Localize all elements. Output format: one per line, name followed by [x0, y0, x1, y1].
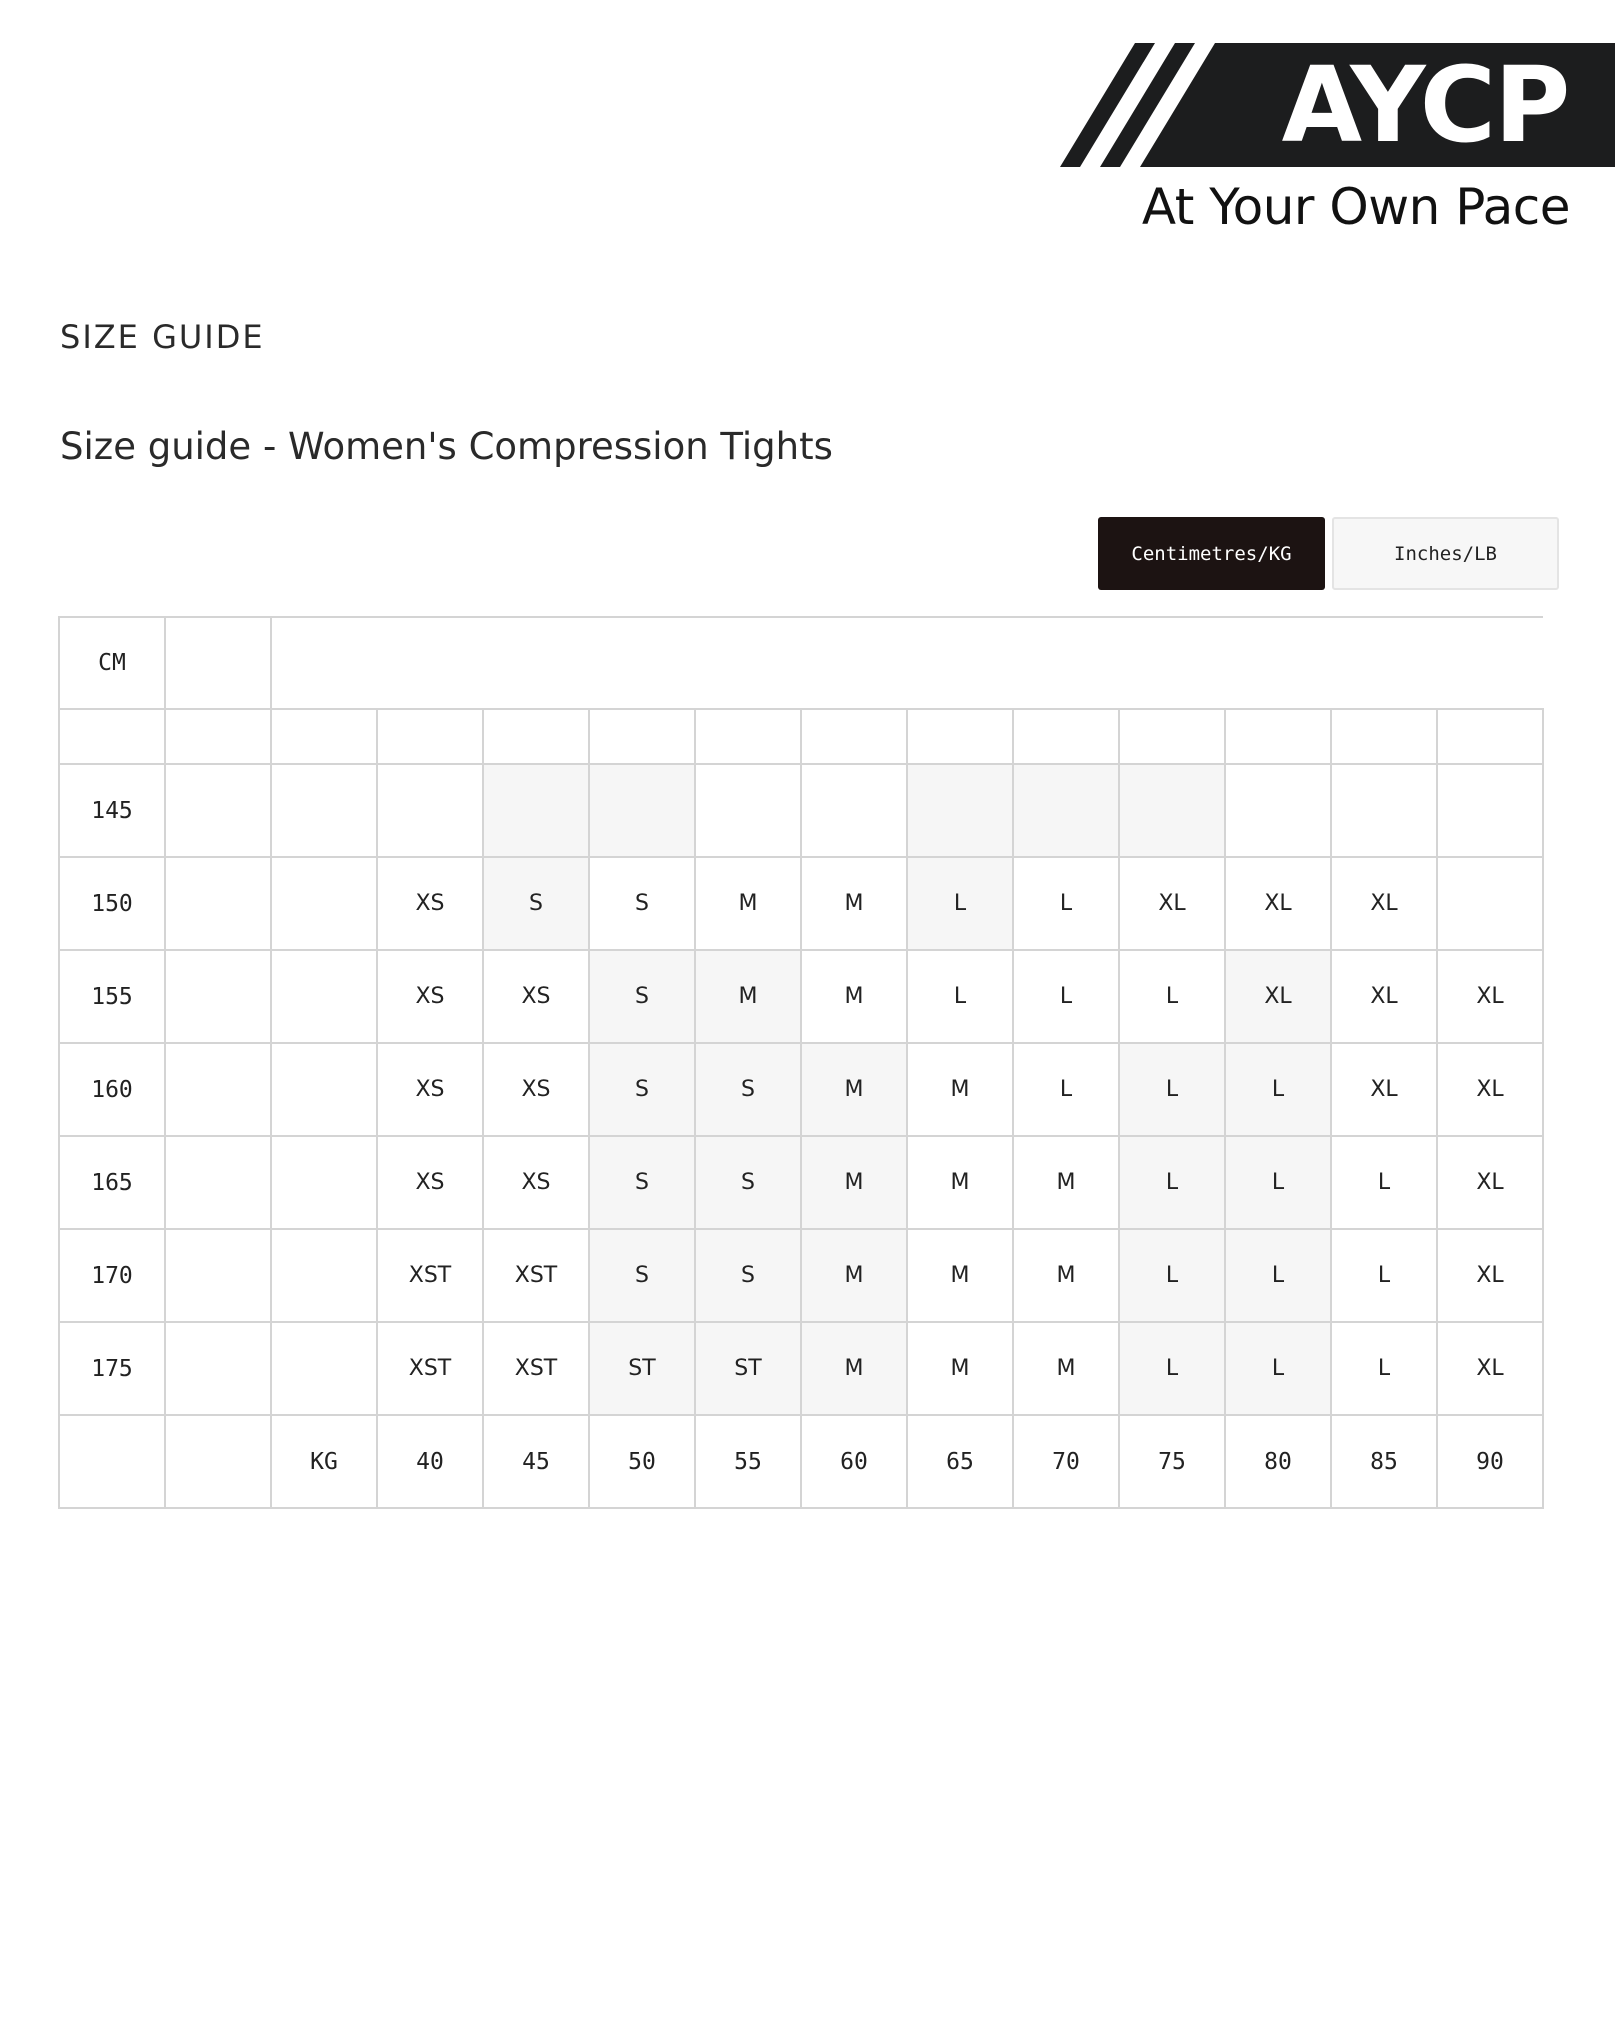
table-cell	[165, 857, 271, 950]
weight-cell: 85	[1331, 1415, 1437, 1508]
table-row	[59, 1136, 1543, 1229]
table-cell	[165, 764, 271, 857]
table-cell	[907, 709, 1013, 764]
table-row	[59, 764, 1543, 857]
size-chart-table	[58, 616, 1544, 1509]
size-cell: M	[801, 857, 907, 950]
size-cell: XST	[377, 1322, 483, 1415]
size-cell	[1437, 857, 1543, 950]
height-cell: 165	[59, 1136, 165, 1229]
size-cell: M	[801, 1136, 907, 1229]
table-cell	[271, 1322, 377, 1415]
size-cell	[589, 764, 695, 857]
size-cell: M	[907, 1229, 1013, 1322]
table-cell	[1013, 709, 1119, 764]
size-cell: XST	[483, 1229, 589, 1322]
size-cell: XS	[377, 1136, 483, 1229]
size-cell: S	[483, 857, 589, 950]
weight-cell: 40	[377, 1415, 483, 1508]
section-heading: SIZE GUIDE	[60, 318, 265, 356]
size-cell: XST	[483, 1322, 589, 1415]
logo-wordmark: AYCP	[1281, 44, 1569, 166]
weight-unit-label: KG	[271, 1415, 377, 1508]
size-cell: S	[695, 1136, 801, 1229]
size-cell: M	[801, 1322, 907, 1415]
size-cell: M	[801, 950, 907, 1043]
unit-toggle	[1098, 517, 1559, 590]
size-cell: XL	[1437, 1043, 1543, 1136]
table-cell	[1331, 709, 1437, 764]
table-header-cell	[165, 617, 271, 709]
height-cell: 150	[59, 857, 165, 950]
size-cell: L	[1225, 1229, 1331, 1322]
table-row	[59, 950, 1543, 1043]
size-cell: ST	[589, 1322, 695, 1415]
height-cell: 155	[59, 950, 165, 1043]
height-cell: 160	[59, 1043, 165, 1136]
size-cell: L	[1225, 1322, 1331, 1415]
size-cell	[907, 764, 1013, 857]
size-cell: L	[1225, 1136, 1331, 1229]
size-cell	[1437, 764, 1543, 857]
size-cell	[1013, 764, 1119, 857]
size-cell: XS	[377, 1043, 483, 1136]
size-cell	[1331, 764, 1437, 857]
size-cell: L	[1331, 1229, 1437, 1322]
size-cell: ST	[695, 1322, 801, 1415]
height-cell: 175	[59, 1322, 165, 1415]
table-row	[59, 1322, 1543, 1415]
size-cell: M	[1013, 1229, 1119, 1322]
table-cell	[589, 709, 695, 764]
size-cell: L	[1119, 1043, 1225, 1136]
weight-cell: 45	[483, 1415, 589, 1508]
height-unit-header: CM	[59, 617, 165, 709]
size-cell	[695, 764, 801, 857]
table-cell	[165, 1043, 271, 1136]
size-cell: XS	[377, 950, 483, 1043]
size-cell: XL	[1437, 1322, 1543, 1415]
size-cell: L	[907, 950, 1013, 1043]
size-cell: L	[1119, 1229, 1225, 1322]
weight-cell: 65	[907, 1415, 1013, 1508]
height-cell: 170	[59, 1229, 165, 1322]
size-cell: M	[907, 1136, 1013, 1229]
size-cell: S	[589, 1136, 695, 1229]
table-cell	[483, 709, 589, 764]
table-row	[59, 1043, 1543, 1136]
table-cell	[271, 1043, 377, 1136]
size-cell: M	[801, 1229, 907, 1322]
size-cell: S	[589, 1229, 695, 1322]
table-row	[59, 1229, 1543, 1322]
table-cell	[271, 1136, 377, 1229]
size-cell: L	[1225, 1043, 1331, 1136]
table-header-row	[59, 617, 1543, 709]
table-cell	[271, 857, 377, 950]
table-cell	[271, 1229, 377, 1322]
size-cell	[1225, 764, 1331, 857]
table-cell	[165, 709, 271, 764]
size-cell: M	[1013, 1322, 1119, 1415]
brand-tagline: At Your Own Pace	[1141, 178, 1570, 236]
table-cell	[1119, 709, 1225, 764]
weight-cell: 75	[1119, 1415, 1225, 1508]
size-cell: XL	[1437, 1229, 1543, 1322]
table-cell	[165, 1136, 271, 1229]
size-cell: XL	[1119, 857, 1225, 950]
size-cell: L	[1013, 1043, 1119, 1136]
page-title: Size guide - Women's Compression Tights	[60, 425, 833, 468]
table-cell	[165, 1322, 271, 1415]
table-cell	[1437, 709, 1543, 764]
size-cell: XL	[1331, 857, 1437, 950]
size-cell: L	[1013, 857, 1119, 950]
size-cell: L	[1119, 950, 1225, 1043]
table-cell	[59, 709, 165, 764]
size-cell: S	[589, 1043, 695, 1136]
size-cell: M	[695, 857, 801, 950]
size-cell: L	[1119, 1322, 1225, 1415]
size-cell: L	[1331, 1136, 1437, 1229]
size-cell: S	[589, 950, 695, 1043]
size-cell: M	[695, 950, 801, 1043]
table-cell	[165, 1415, 271, 1508]
weight-cell: 55	[695, 1415, 801, 1508]
size-cell	[377, 764, 483, 857]
table-cell	[695, 709, 801, 764]
weight-cell: 60	[801, 1415, 907, 1508]
table-cell	[165, 950, 271, 1043]
table-cell	[165, 1229, 271, 1322]
size-cell: XL	[1225, 950, 1331, 1043]
weight-cell: 50	[589, 1415, 695, 1508]
size-cell	[801, 764, 907, 857]
size-cell: XS	[483, 950, 589, 1043]
size-cell: XL	[1437, 1136, 1543, 1229]
table-cell	[271, 950, 377, 1043]
size-cell: XL	[1331, 1043, 1437, 1136]
size-cell	[1119, 764, 1225, 857]
size-cell	[483, 764, 589, 857]
unit-toggle-metric-button[interactable]: Centimetres/KG	[1098, 517, 1325, 590]
size-cell: S	[589, 857, 695, 950]
table-row	[59, 857, 1543, 950]
table-weight-row	[59, 1415, 1543, 1508]
table-cell	[271, 709, 377, 764]
size-cell: XL	[1437, 950, 1543, 1043]
weight-cell: 90	[1437, 1415, 1543, 1508]
size-cell: XL	[1331, 950, 1437, 1043]
size-cell: L	[1119, 1136, 1225, 1229]
size-cell: L	[1013, 950, 1119, 1043]
weight-cell: 70	[1013, 1415, 1119, 1508]
size-cell: S	[695, 1229, 801, 1322]
unit-toggle-imperial-button[interactable]: Inches/LB	[1332, 517, 1559, 590]
table-header-cell	[271, 617, 1543, 709]
size-cell: XS	[377, 857, 483, 950]
size-cell: M	[1013, 1136, 1119, 1229]
size-cell: XS	[483, 1043, 589, 1136]
size-cell: XL	[1225, 857, 1331, 950]
table-cell	[271, 764, 377, 857]
table-cell	[59, 1415, 165, 1508]
table-cell	[801, 709, 907, 764]
weight-cell: 80	[1225, 1415, 1331, 1508]
size-cell: M	[801, 1043, 907, 1136]
size-cell: L	[907, 857, 1013, 950]
table-cell	[377, 709, 483, 764]
size-cell: XST	[377, 1229, 483, 1322]
size-cell: L	[1331, 1322, 1437, 1415]
size-cell: S	[695, 1043, 801, 1136]
height-cell: 145	[59, 764, 165, 857]
size-cell: M	[907, 1043, 1013, 1136]
table-cell	[1225, 709, 1331, 764]
table-spacer-row	[59, 709, 1543, 764]
size-cell: M	[907, 1322, 1013, 1415]
size-cell: XS	[483, 1136, 589, 1229]
